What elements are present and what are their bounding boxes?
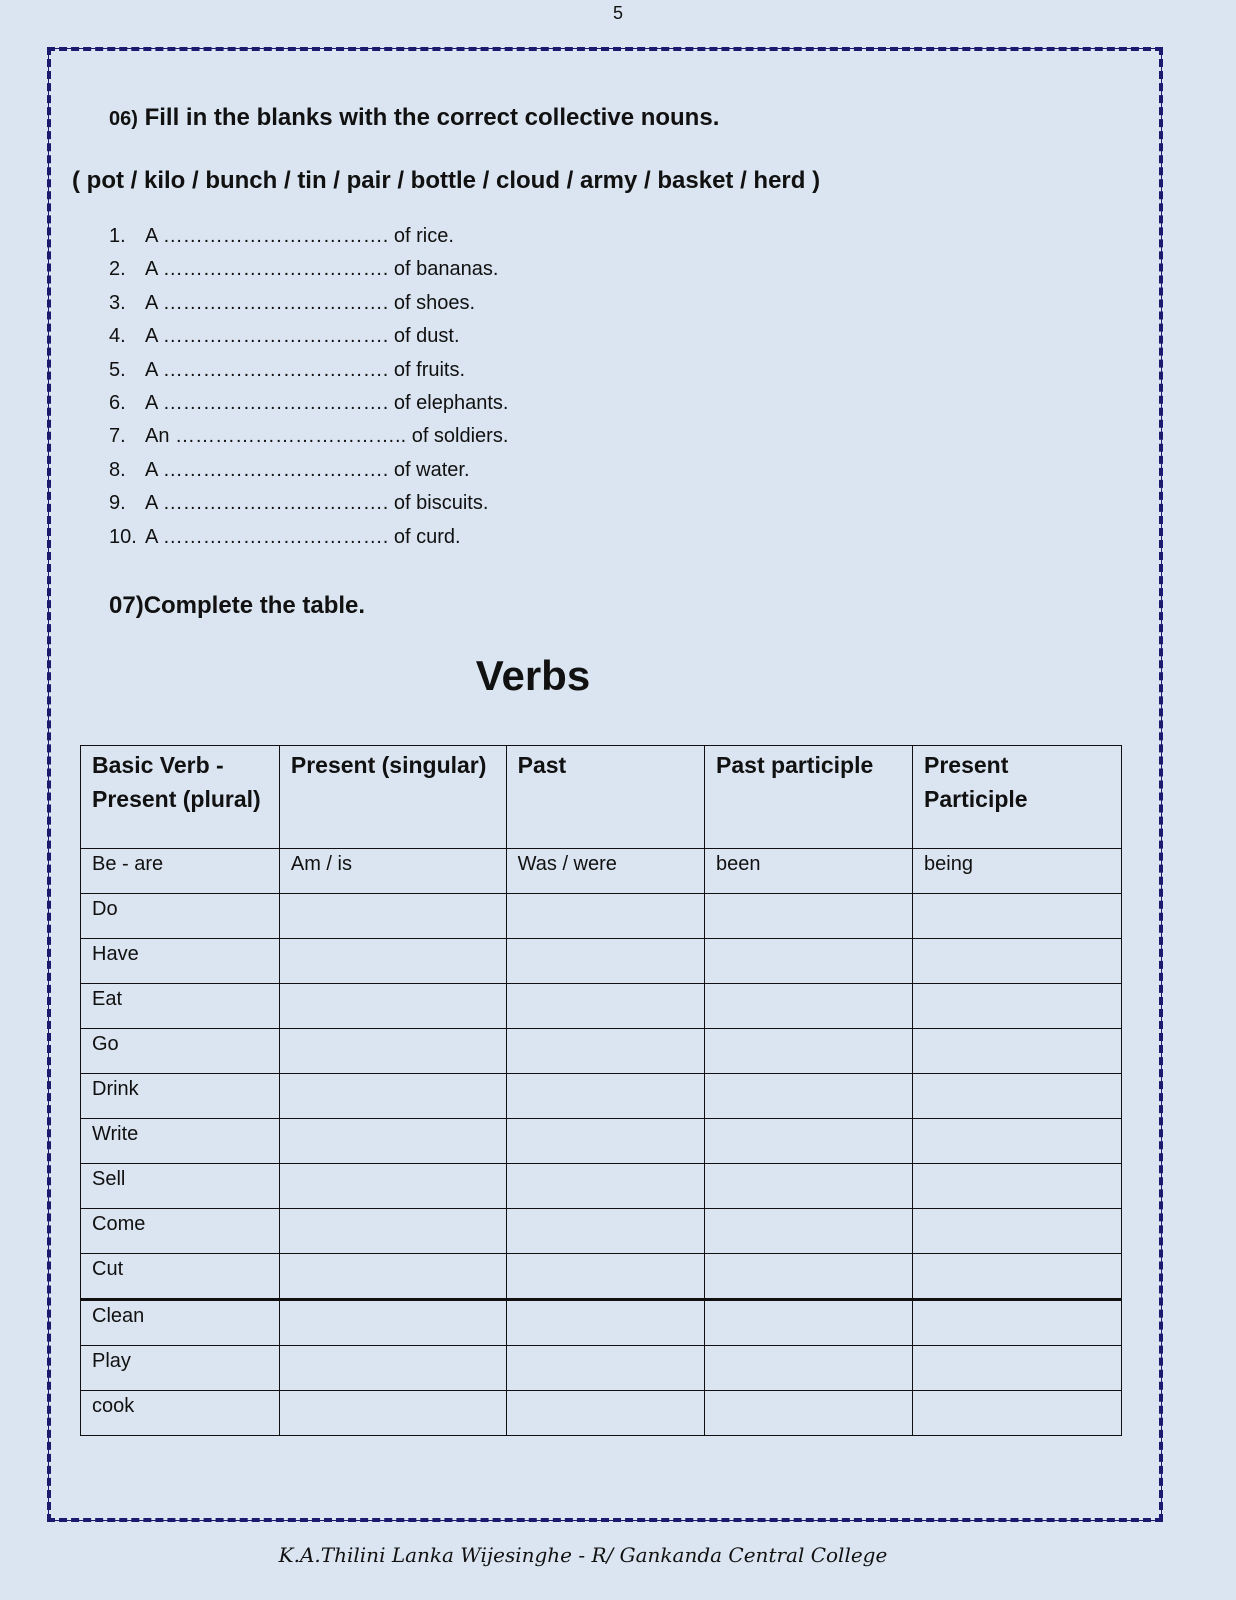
answer-cell[interactable] bbox=[279, 984, 506, 1029]
item-text: An …………………………….. of soldiers. bbox=[145, 425, 509, 448]
answer-cell[interactable] bbox=[913, 1074, 1122, 1119]
verb-cell: Be - are bbox=[81, 849, 280, 894]
answer-cell[interactable] bbox=[705, 1254, 913, 1300]
column-header: Basic Verb - Present (plural) bbox=[81, 746, 280, 849]
verb-cell: cook bbox=[81, 1391, 280, 1436]
answer-cell[interactable] bbox=[279, 1254, 506, 1300]
answer-cell[interactable] bbox=[279, 1300, 506, 1346]
column-header: Past participle bbox=[705, 746, 913, 849]
verbs-table bbox=[80, 745, 1122, 1436]
question-number: 06) bbox=[109, 108, 138, 130]
table-row bbox=[81, 1254, 1122, 1300]
verb-cell: Come bbox=[81, 1209, 280, 1254]
answer-cell[interactable] bbox=[279, 1029, 506, 1074]
answer-cell[interactable] bbox=[913, 1209, 1122, 1254]
answer-cell[interactable] bbox=[506, 1391, 704, 1436]
verb-cell: Sell bbox=[81, 1164, 280, 1209]
fill-blank-item bbox=[109, 359, 465, 382]
item-number: 7. bbox=[109, 425, 126, 448]
fill-blank-item bbox=[109, 225, 454, 248]
answer-cell[interactable] bbox=[506, 939, 704, 984]
verb-cell: Cut bbox=[81, 1254, 280, 1300]
table-row bbox=[81, 1119, 1122, 1164]
fill-blank-item bbox=[109, 325, 460, 348]
item-text: A ……………………………. of dust. bbox=[145, 325, 460, 348]
answer-cell[interactable]: been bbox=[705, 849, 913, 894]
answer-cell[interactable] bbox=[913, 1391, 1122, 1436]
answer-cell[interactable] bbox=[705, 1209, 913, 1254]
table-row bbox=[81, 1074, 1122, 1119]
answer-cell[interactable] bbox=[705, 1391, 913, 1436]
answer-cell[interactable] bbox=[705, 894, 913, 939]
answer-cell[interactable] bbox=[506, 1029, 704, 1074]
answer-cell[interactable] bbox=[279, 1164, 506, 1209]
answer-cell[interactable] bbox=[705, 1119, 913, 1164]
table-row bbox=[81, 1391, 1122, 1436]
item-text: A ……………………………. of curd. bbox=[145, 525, 461, 548]
item-number: 6. bbox=[109, 392, 126, 414]
answer-cell[interactable] bbox=[279, 1391, 506, 1436]
table-row bbox=[81, 849, 1122, 894]
answer-cell[interactable] bbox=[705, 1029, 913, 1074]
item-text: A ……………………………. of rice. bbox=[145, 225, 454, 247]
verb-cell: Write bbox=[81, 1119, 280, 1164]
fill-blank-item bbox=[109, 258, 498, 281]
item-number: 10. bbox=[109, 525, 137, 548]
answer-cell[interactable] bbox=[913, 1300, 1122, 1346]
answer-cell[interactable] bbox=[913, 1164, 1122, 1209]
item-text: A ……………………………. of shoes. bbox=[145, 291, 476, 314]
word-bank: ( pot / kilo / bunch / tin / pair / bottle / cloud / army / basket / herd ) bbox=[72, 167, 821, 194]
table-row bbox=[81, 1029, 1122, 1074]
question-title: Fill in the blanks with the correct collective nouns. bbox=[144, 104, 720, 131]
table-row bbox=[81, 1164, 1122, 1209]
table-title: Verbs bbox=[475, 652, 591, 699]
answer-cell[interactable]: being bbox=[913, 849, 1122, 894]
table-row bbox=[81, 1209, 1122, 1254]
answer-cell[interactable] bbox=[279, 894, 506, 939]
column-header: Present Participle bbox=[913, 746, 1122, 849]
table-row bbox=[81, 1346, 1122, 1391]
answer-cell[interactable] bbox=[506, 1164, 704, 1209]
verb-cell: Have bbox=[81, 939, 280, 984]
item-text: A ……………………………. of biscuits. bbox=[145, 492, 489, 515]
verb-cell: Clean bbox=[81, 1300, 280, 1346]
item-number: 1. bbox=[109, 225, 126, 247]
footer-author: K.A.Thilini Lanka Wijesinghe - R/ Gankanda Central College bbox=[278, 1543, 888, 1567]
fill-blank-item bbox=[109, 492, 488, 515]
item-number: 8. bbox=[109, 458, 126, 481]
answer-cell[interactable]: Am / is bbox=[279, 849, 506, 894]
verb-cell: Eat bbox=[81, 984, 280, 1029]
answer-cell[interactable] bbox=[705, 1346, 913, 1391]
answer-cell[interactable] bbox=[506, 1300, 704, 1346]
answer-cell[interactable] bbox=[913, 1346, 1122, 1391]
answer-cell[interactable] bbox=[705, 1074, 913, 1119]
answer-cell[interactable] bbox=[705, 1300, 913, 1346]
answer-cell[interactable] bbox=[279, 939, 506, 984]
item-number: 4. bbox=[109, 325, 126, 348]
verb-cell: Go bbox=[81, 1029, 280, 1074]
item-text: A ……………………………. of fruits. bbox=[145, 358, 466, 381]
fill-blank-item bbox=[109, 459, 470, 482]
answer-cell[interactable] bbox=[506, 1119, 704, 1164]
answer-cell[interactable] bbox=[913, 984, 1122, 1029]
answer-cell[interactable]: Was / were bbox=[506, 849, 704, 894]
fill-blank-item bbox=[109, 526, 461, 549]
answer-cell[interactable] bbox=[506, 1209, 704, 1254]
fill-blank-item bbox=[109, 392, 508, 415]
answer-cell[interactable] bbox=[279, 1346, 506, 1391]
page-number: 5 bbox=[612, 3, 623, 23]
table-row bbox=[81, 894, 1122, 939]
answer-cell[interactable] bbox=[913, 939, 1122, 984]
answer-cell[interactable] bbox=[705, 939, 913, 984]
fill-blank-item bbox=[109, 292, 475, 315]
item-text: A ……………………………. of bananas. bbox=[145, 258, 499, 281]
verb-cell: Drink bbox=[81, 1074, 280, 1119]
verb-cell: Play bbox=[81, 1346, 280, 1391]
table-row bbox=[81, 939, 1122, 984]
item-number: 5. bbox=[109, 358, 126, 381]
table-row bbox=[81, 984, 1122, 1029]
item-number: 3. bbox=[109, 291, 126, 314]
fill-blank-item bbox=[109, 425, 508, 448]
answer-cell[interactable] bbox=[506, 1254, 704, 1300]
answer-cell[interactable] bbox=[913, 1119, 1122, 1164]
answer-cell[interactable] bbox=[705, 984, 913, 1029]
item-number: 9. bbox=[109, 492, 126, 515]
answer-cell[interactable] bbox=[913, 894, 1122, 939]
answer-cell[interactable] bbox=[506, 1074, 704, 1119]
answer-cell[interactable] bbox=[279, 1119, 506, 1164]
item-text: A ……………………………. of water. bbox=[145, 458, 470, 481]
answer-cell[interactable] bbox=[279, 1209, 506, 1254]
answer-cell[interactable] bbox=[279, 1074, 506, 1119]
column-header: Past bbox=[506, 746, 704, 849]
answer-cell[interactable] bbox=[506, 984, 704, 1029]
answer-cell[interactable] bbox=[506, 1346, 704, 1391]
table-row bbox=[81, 1300, 1122, 1346]
answer-cell[interactable] bbox=[705, 1164, 913, 1209]
answer-cell[interactable] bbox=[913, 1029, 1122, 1074]
question-6-heading bbox=[109, 104, 719, 132]
question-7-heading: 07)Complete the table. bbox=[109, 592, 366, 619]
column-header: Present (singular) bbox=[279, 746, 506, 849]
verb-cell: Do bbox=[81, 894, 280, 939]
answer-cell[interactable] bbox=[913, 1254, 1122, 1300]
answer-cell[interactable] bbox=[506, 894, 704, 939]
item-text: A ……………………………. of elephants. bbox=[145, 392, 509, 414]
item-number: 2. bbox=[109, 258, 126, 281]
